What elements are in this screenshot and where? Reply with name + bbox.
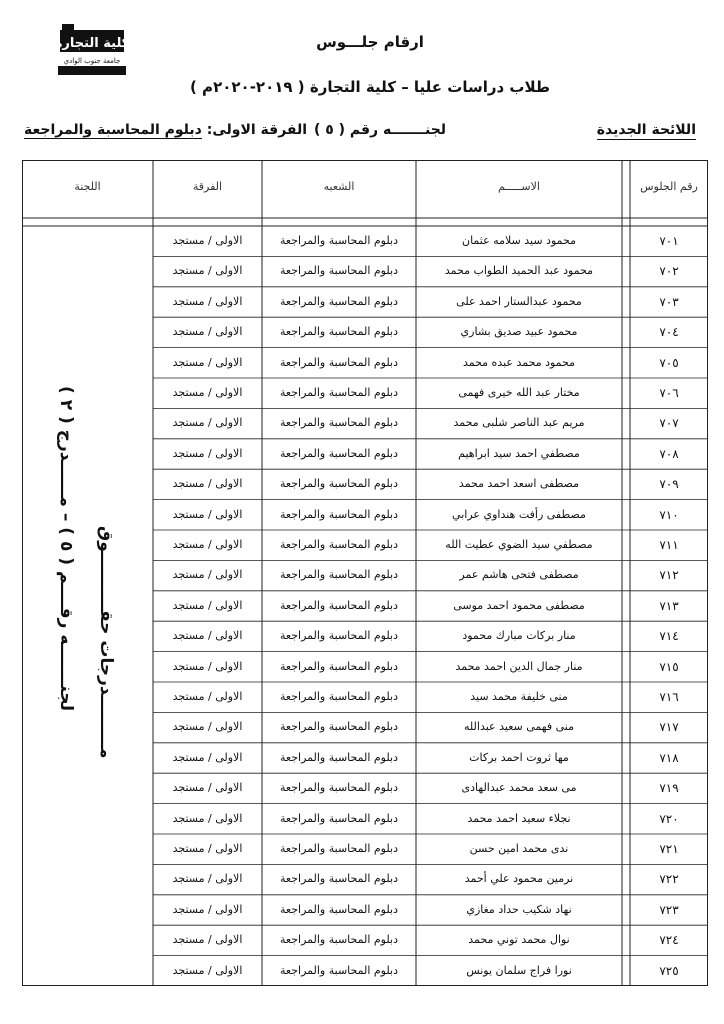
level-status: الاولى / مستجد: [172, 629, 243, 643]
student-name: نوال محمد توني محمد: [468, 933, 570, 947]
branch-name: دبلوم المحاسبة والمراجعة: [280, 842, 398, 855]
level-status: الاولى / مستجد: [172, 294, 243, 308]
level-status: الاولى / مستجد: [172, 538, 243, 551]
branch-name: دبلوم المحاسبة والمراجعة: [280, 477, 398, 491]
seating-table: [22, 160, 708, 986]
hall-vertical-text: مـــــــــدرجات حقــــــــــوق: [96, 526, 116, 759]
student-name: مصطفي احمد سيد ابراهيم: [458, 446, 580, 460]
level-status: الاولى / مستجد: [172, 416, 243, 430]
seat-number: ٧١٣: [659, 598, 679, 613]
branch-name: دبلوم المحاسبة والمراجعة: [280, 386, 398, 399]
student-name: مها ثروت احمد بركات: [469, 750, 569, 764]
branch-name: دبلوم المحاسبة والمراجعة: [280, 568, 398, 582]
branch-name: دبلوم المحاسبة والمراجعة: [280, 325, 398, 339]
branch-name: دبلوم المحاسبة والمراجعة: [280, 507, 398, 521]
branch-name: دبلوم المحاسبة والمراجعة: [280, 264, 398, 278]
student-name: مريم عبد الناصر شلبى محمد: [453, 416, 585, 430]
seat-number: ٧٢٤: [659, 933, 679, 948]
seat-number: ٧١٥: [659, 659, 679, 674]
level-status: الاولى / مستجد: [172, 690, 243, 703]
student-name: منى فهمى سعيد عبدالله: [464, 720, 574, 734]
level-status: الاولى / مستجد: [172, 264, 243, 278]
seat-number: ٧٠٦: [659, 386, 679, 400]
branch-name: دبلوم المحاسبة والمراجعة: [280, 811, 398, 825]
branch-name: دبلوم المحاسبة والمراجعة: [280, 933, 398, 947]
regulation-label: اللائحة الجديدة: [596, 122, 696, 138]
student-name: نورا فراج سلمان يونس: [466, 963, 572, 977]
student-name: مصطفى محمود احمد موسى: [453, 598, 585, 612]
seat-number: ٧١٧: [659, 720, 679, 735]
page-title: ارقام جلـــوس: [316, 33, 424, 51]
level-status: الاولى / مستجد: [172, 507, 243, 521]
seat-number: ٧٢٥: [659, 963, 679, 978]
branch-name: دبلوم المحاسبة والمراجعة: [280, 872, 398, 886]
level-status: الاولى / مستجد: [172, 811, 243, 825]
seat-number: ٧١٦: [659, 690, 679, 704]
level-value: دبلوم المحاسبة والمراجعة: [24, 122, 202, 138]
seat-number: ٧٠٣: [659, 294, 679, 309]
branch-name: دبلوم المحاسبة والمراجعة: [280, 416, 398, 430]
column-header-level: الفرقة: [192, 180, 223, 193]
branch-name: دبلوم المحاسبة والمراجعة: [280, 750, 398, 764]
branch-name: دبلوم المحاسبة والمراجعة: [280, 234, 398, 247]
branch-name: دبلوم المحاسبة والمراجعة: [280, 963, 398, 977]
seat-number: ٧٠٤: [659, 325, 679, 340]
student-name: محمود سيد سلامه عثمان: [462, 234, 576, 247]
subtitle-text: طلاب دراسات عليا – كلية التجارة: [309, 78, 551, 96]
level-status: الاولى / مستجد: [172, 781, 243, 795]
student-name: نجلاء سعيد احمد محمد: [467, 811, 571, 825]
level-status: الاولى / مستجد: [172, 234, 243, 247]
branch-name: دبلوم المحاسبة والمراجعة: [280, 355, 398, 369]
academic-year: ( ٢٠١٩-٢٠٢٠م ): [189, 78, 305, 96]
seat-number: ٧١٢: [659, 568, 679, 583]
level-status: الاولى / مستجد: [172, 963, 243, 977]
branch-name: دبلوم المحاسبة والمراجعة: [280, 294, 398, 308]
level-status: الاولى / مستجد: [172, 325, 243, 339]
branch-name: دبلوم المحاسبة والمراجعة: [280, 538, 398, 551]
level-status: الاولى / مستجد: [172, 355, 243, 369]
student-name: ندى محمد امين حسن: [469, 842, 569, 855]
student-name: مصطفى رأفت هنداوي عرابي: [452, 507, 586, 521]
branch-name: دبلوم المحاسبة والمراجعة: [280, 629, 398, 643]
level-status: الاولى / مستجد: [172, 842, 243, 855]
student-name: نهاد شكيب حداد مغازي: [466, 902, 572, 916]
student-name: محمود عبد الحميد الطواب محمد: [444, 264, 594, 278]
student-name: محمود محمد عبده محمد: [462, 355, 576, 369]
level-status: الاولى / مستجد: [172, 598, 243, 612]
level-status: الاولى / مستجد: [172, 872, 243, 886]
seat-number: ٧٠٥: [659, 355, 679, 370]
level-status: الاولى / مستجد: [172, 659, 243, 673]
column-header-seat: رقم الجلوس: [640, 180, 698, 193]
student-name: محمود عبيد صديق بشاري: [460, 325, 578, 339]
level-status: الاولى / مستجد: [172, 568, 243, 582]
column-header-branch: الشعبه: [323, 180, 355, 193]
seat-number: ٧٢٢: [659, 872, 679, 887]
seat-number: ٧٢١: [659, 842, 679, 856]
student-name: مصطفي سيد الضوي عطيت الله: [445, 538, 593, 551]
seat-number: ٧٢٣: [659, 902, 679, 917]
logo-emblem-icon: [56, 22, 128, 80]
seat-number: ٧١٩: [659, 781, 679, 796]
logo-subtext: جامعة جنوب الوادي: [63, 57, 121, 65]
committee-vertical-text: لجنـــــــه رقــــم ( ٥ ) – مــــــدرج ( ٢ ): [56, 386, 76, 711]
student-name: منار بركات مبارك محمود: [462, 629, 576, 643]
student-name: مى سعد محمد عبدالهادى: [461, 781, 577, 795]
seat-number: ٧٠١: [659, 234, 679, 248]
seat-number: ٧١١: [659, 538, 679, 552]
level-label: الفرقة الاولى:: [206, 122, 308, 138]
seat-number: ٧١٤: [659, 629, 679, 644]
student-name: محمود عبدالستار احمد على: [456, 294, 582, 308]
branch-name: دبلوم المحاسبة والمراجعة: [280, 598, 398, 612]
branch-name: دبلوم المحاسبة والمراجعة: [280, 446, 398, 460]
committee-cell: [22, 226, 153, 986]
seat-number: ٧٠٨: [659, 446, 679, 461]
level-status: الاولى / مستجد: [172, 386, 243, 399]
student-name: منى خليفة محمد سيد: [470, 690, 568, 703]
level-status: الاولى / مستجد: [172, 446, 243, 460]
branch-name: دبلوم المحاسبة والمراجعة: [280, 690, 398, 703]
level-status: الاولى / مستجد: [172, 720, 243, 734]
student-name: مختار عبد الله خيرى فهمى: [458, 386, 580, 399]
page-subtitle: [150, 78, 590, 96]
level-status: الاولى / مستجد: [172, 477, 243, 491]
branch-name: دبلوم المحاسبة والمراجعة: [280, 659, 398, 673]
student-name: مصطفى اسعد احمد محمد: [458, 477, 580, 491]
level-status: الاولى / مستجد: [172, 902, 243, 916]
student-name: منار جمال الدين احمد محمد: [455, 659, 583, 673]
column-header-committee: اللجنة: [74, 180, 101, 193]
seat-number: ٧١٨: [659, 750, 679, 765]
seat-number: ٧١٠: [659, 507, 679, 522]
branch-name: دبلوم المحاسبة والمراجعة: [280, 902, 398, 916]
logo-text: كلية التجارة: [56, 36, 128, 51]
seat-number: ٧٠٢: [659, 264, 679, 279]
seat-number: ٧٢٠: [659, 811, 679, 826]
student-name: نرمين محمود علي أحمد: [464, 872, 574, 886]
level-status: الاولى / مستجد: [172, 933, 243, 947]
branch-name: دبلوم المحاسبة والمراجعة: [280, 781, 398, 795]
faculty-logo: [56, 22, 128, 80]
level-status: الاولى / مستجد: [172, 750, 243, 764]
student-name: مصطفى فتحى هاشم عمر: [459, 568, 579, 582]
seat-number: ٧٠٩: [659, 477, 679, 492]
branch-name: دبلوم المحاسبة والمراجعة: [280, 720, 398, 734]
committee-label: لجنـــــــه رقم ( ٥ ): [313, 122, 447, 138]
seat-number: ٧٠٧: [659, 416, 679, 431]
level-heading: [24, 122, 307, 138]
column-header-name: الاســـــم: [498, 180, 540, 193]
